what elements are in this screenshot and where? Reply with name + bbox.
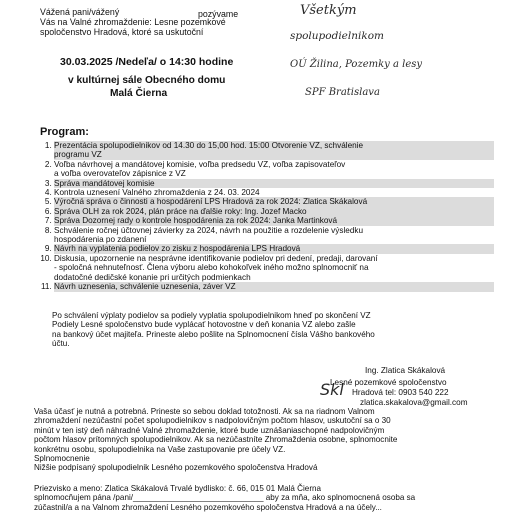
meeting-town: Malá Čierna	[110, 88, 168, 99]
signature-org: Lesné pozemkové spoločenstvo	[330, 378, 447, 387]
greeting-label: Vážená pani/vážený	[40, 7, 120, 17]
program-item-10: 10. Diskusia, upozornenie na nesprávne identifikovanie podielov pri dedení, predaji, darovaní - spoločná nehnuteľnosť. Člena výboru alebo kohokoľvek iného možno splnomocniť na dodatočné dedičské konanie pri určitých podmienkach	[54, 254, 494, 282]
signature-email: zlatica.skakalova@gmail.com	[360, 398, 468, 407]
program-item-2: 2. Voľba návrhovej a mandátovej komisie, voľba predsedu VZ, voľba zapisovateľov a voľba overovateľov zápisnice z VZ	[54, 160, 494, 179]
signature-name: Ing. Zlatica Skákalová	[365, 366, 446, 375]
program-item-11: 11. Návrh uznesenia, schválenie uznesenia, záver VZ	[54, 282, 494, 291]
program-item-6: 6. Správa OLH za rok 2024, plán práce na ďalšie roky: Ing. Jozef Macko	[54, 207, 494, 216]
program-item-3: 3. Správa mandátovej komisie	[54, 179, 494, 188]
form-name-line: Priezvisko a meno: Zlatica Skákalová Trvalé bydlisko: č. 66, 015 01 Malá Čierna	[34, 484, 322, 493]
program-item-5: 5. Výročná správa o činnosti a hospodárení LPS Hradová za rok 2024: Zlatica Skákalová	[54, 197, 494, 206]
handwritten-line-3: OÚ Žilina, Pozemky a lesy	[290, 59, 423, 70]
handwritten-line-2: spolupodielnikom	[290, 30, 385, 42]
program-item-7: 7. Správa Dozornej rady o kontrole hospodárenia za rok 2024: Janka Martinková	[54, 216, 494, 225]
signature-contact: Hradová tel: 0903 540 222	[352, 388, 449, 397]
program-title: Program:	[40, 126, 89, 138]
signature-mark: Skl	[320, 380, 344, 399]
meeting-datetime: 30.03.2025 /Nedeľa/ o 14:30 hodine	[60, 56, 234, 68]
program-item-9: 9. Návrh na vyplatenia podielov zo zisku z hospodárenia LPS Hradová	[54, 244, 494, 253]
meeting-place: v kultúrnej sále Obecného domu	[68, 75, 226, 86]
handwritten-line-4: SPF Bratislava	[305, 87, 380, 98]
invite-verb: pozývame	[198, 9, 239, 19]
form-participation-line: zúčastnil/a a na Valnom zhromaždení Lesného pozemkového spoločenstva Hradová a na účely...	[34, 502, 382, 512]
header-line-2: spoločenstvo Hradová, ktoré sa uskutoční	[40, 27, 204, 37]
header-line-1: Vás na Valné zhromaždenie: Lesne pozemkové	[40, 17, 226, 27]
proxy-form	[34, 484, 415, 512]
program-item-4: 4. Kontrola uznesení Valného zhromaždenia z 24. 03. 2024	[54, 188, 494, 197]
payment-paragraph: Po schválení výplaty podielov sa podiely vyplatia spolupodielnikom hneď po skončení VZ Podiely Lesné spoločenstvo bude vyplácať hotovostne v deň konania VZ alebo zašle na bankový účet majiteľa. Prineste alebo pošlite na Splnomocnení čísla Vášho bankového účtu.	[52, 311, 375, 349]
form-proxy-line: splnomocňujem pána /pani/_____________________________ aby za mňa, ako splnomocnená osoba sa	[34, 493, 416, 503]
notice-paragraph: Vaša účasť je nutná a potrebná. Prineste so sebou doklad totožnosti. Ak sa na riadnom Valnom zhromaždení nezúčastní počet spolupodielnikov s nadpolovičným počtom hlasov, uskutoční sa o 30 minút v ten istý deň náhradné Valné zhromaždenie, ktoré bude uznášaniaschopné nadpolovičným počtom hlasov prítomných spolupodielnikov. Ak sa nezúčastníte Zhromaždenia osobne, splnomocnite konkrétnu osobu, spolupodielnika na Vaše zastupovanie pre účely VZ. Splnomocnenie Nižšie podpísaný spolupodielnik Lesného pozemkového spoločenstva Hradová	[34, 407, 398, 473]
program-list	[40, 141, 494, 292]
handwritten-line-1: Všetkým	[300, 3, 357, 18]
program-item-8: 8. Schválenie ročnej účtovnej závierky za 2024, návrh na použitie a rozdelenie výsledku hospodárenia po zdanení	[54, 226, 494, 245]
program-item-1: 1. Prezentácia spolupodielnikov od 14.30 do 15,00 hod. 15:00 Otvorenie VZ, schválenie programu VZ	[54, 141, 494, 160]
